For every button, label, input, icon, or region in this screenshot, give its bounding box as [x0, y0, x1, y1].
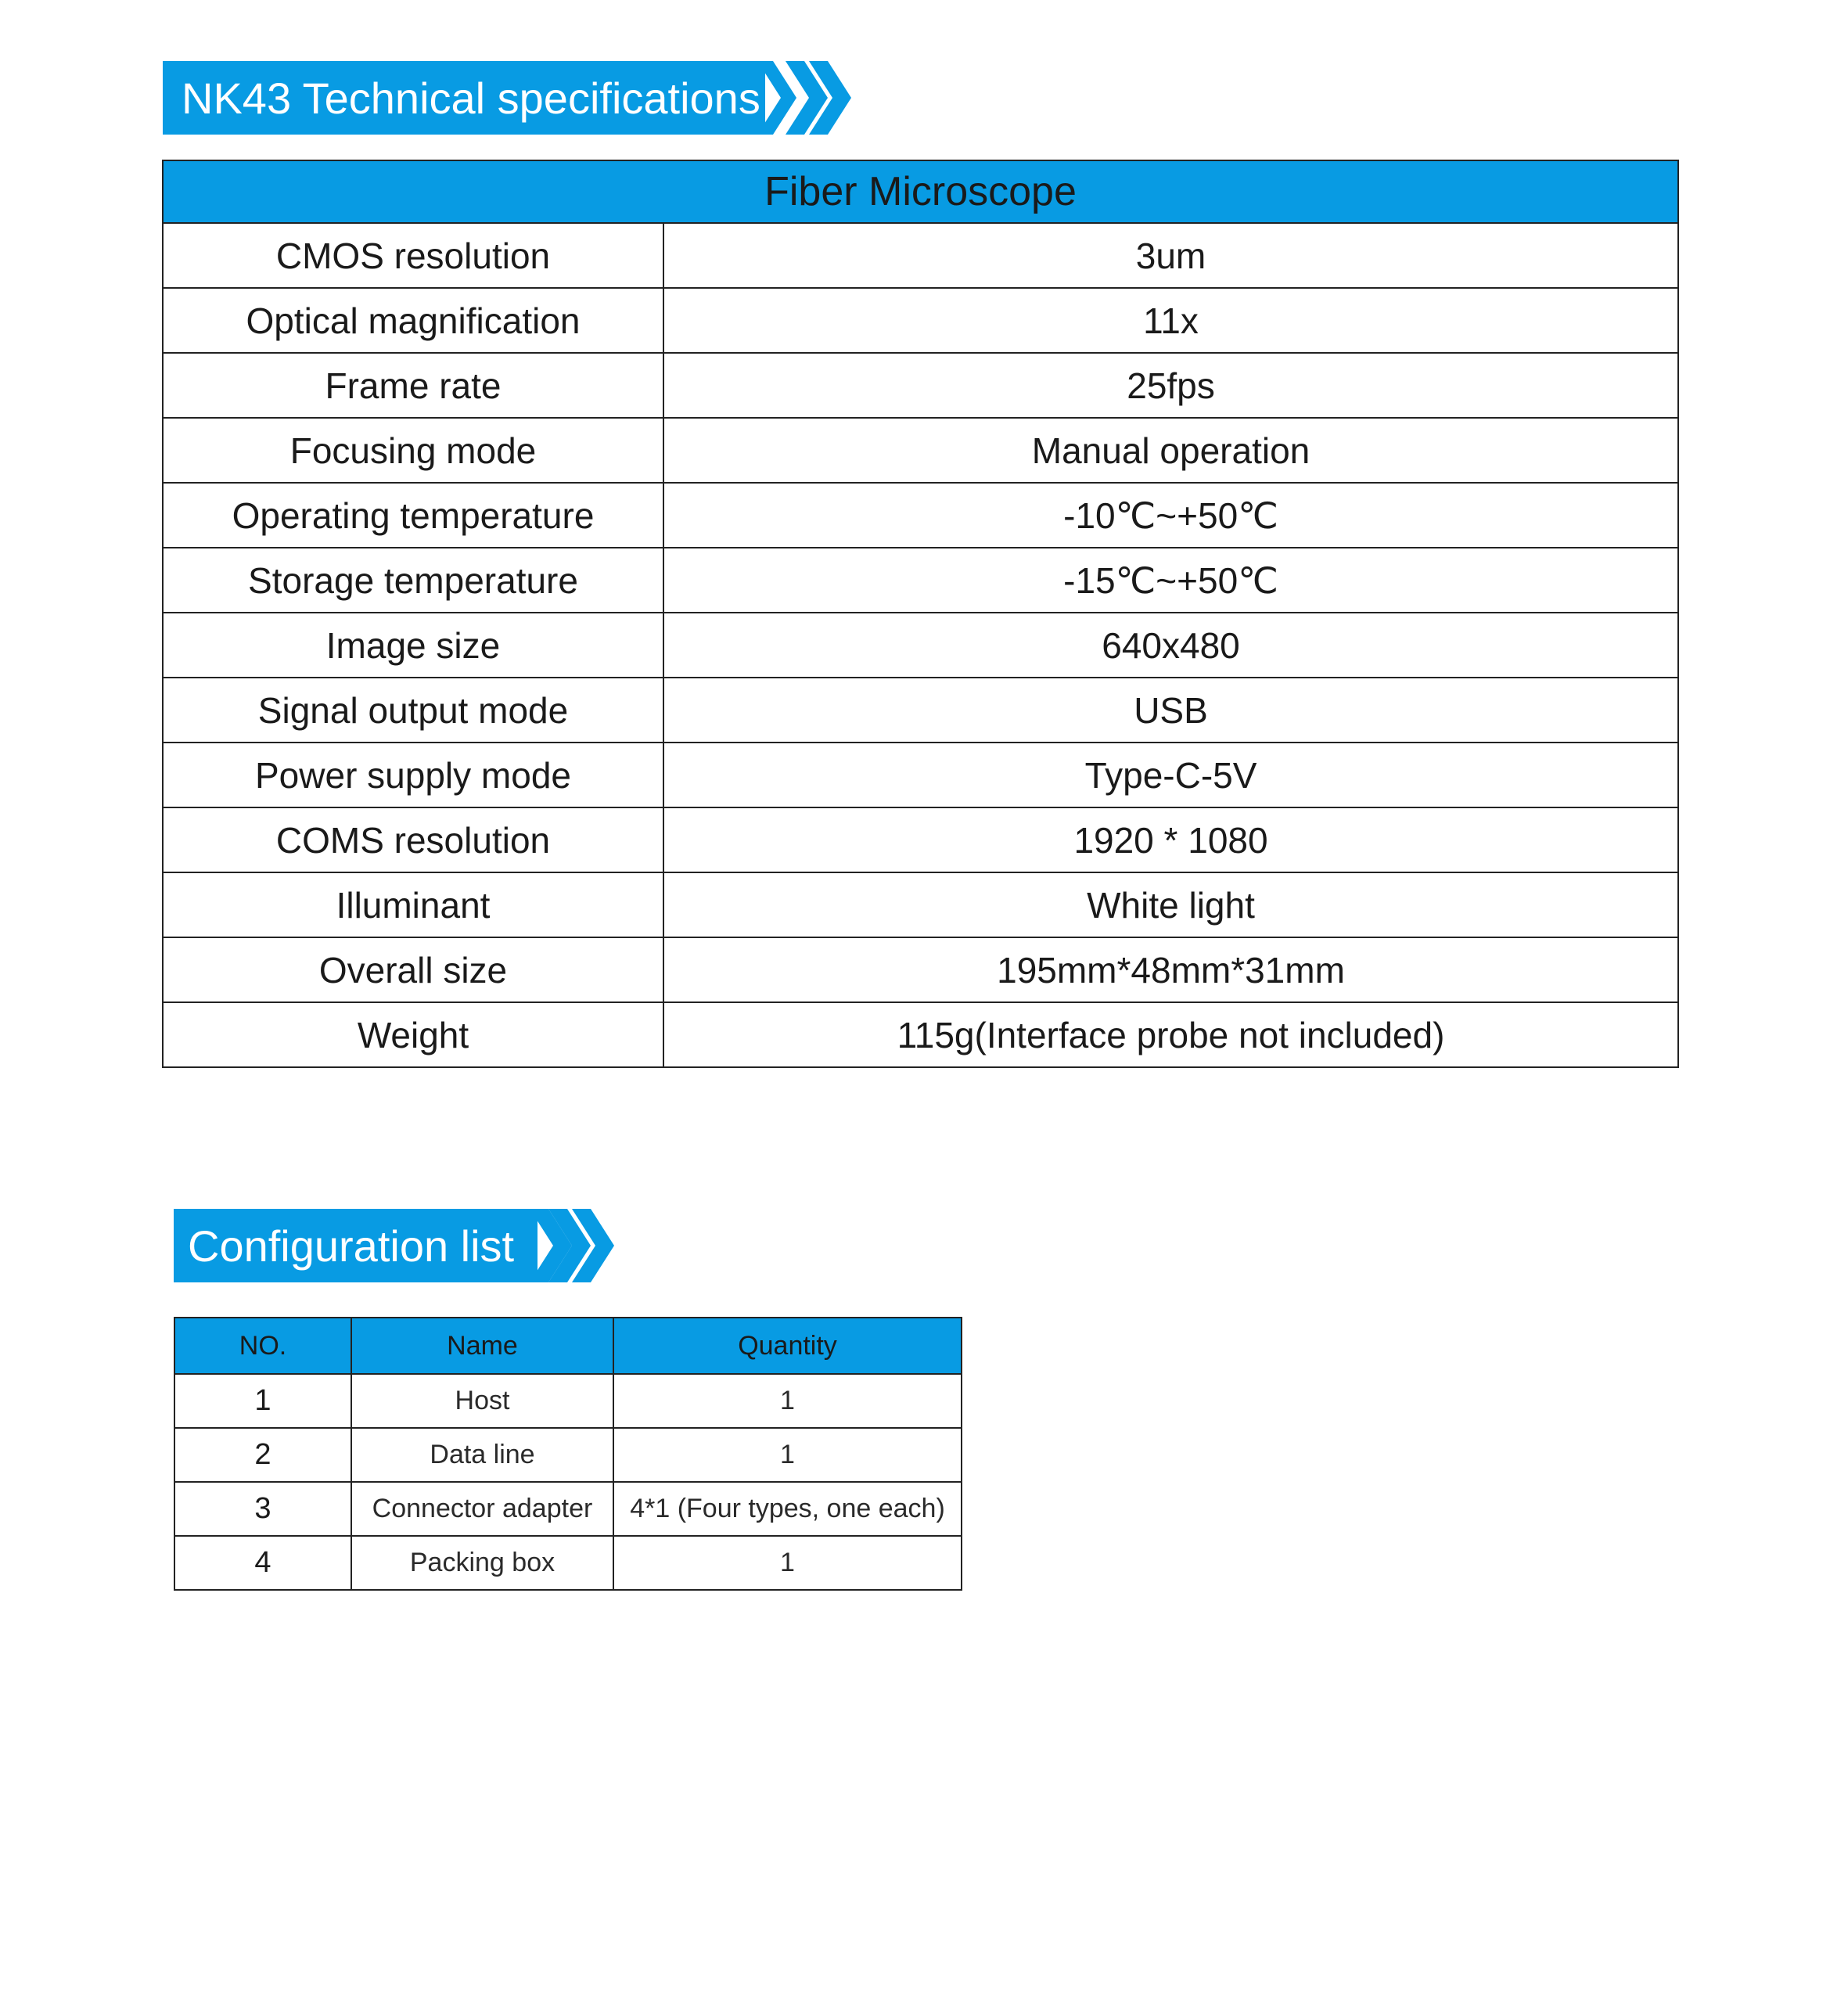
config-row: [174, 1482, 962, 1536]
config-row: [174, 1536, 962, 1590]
config-quantity: 1: [613, 1374, 962, 1428]
spec-row: [163, 483, 1678, 548]
config-no: 1: [174, 1374, 351, 1428]
spec-row: [163, 288, 1678, 353]
spec-row: [163, 678, 1678, 743]
spec-table-header-row: [163, 160, 1678, 223]
spec-row: [163, 613, 1678, 678]
spec-label: Focusing mode: [163, 418, 663, 483]
spec-label: COMS resolution: [163, 807, 663, 872]
spec-label: Illuminant: [163, 872, 663, 937]
spec-label: CMOS resolution: [163, 223, 663, 288]
spec-row: [163, 872, 1678, 937]
config-section-title: Configuration list: [174, 1209, 538, 1282]
spec-value: 3um: [663, 223, 1678, 288]
spec-value: 11x: [663, 288, 1678, 353]
config-quantity: 1: [613, 1536, 962, 1590]
spec-value: -10℃~+50℃: [663, 483, 1678, 548]
config-row: [174, 1428, 962, 1482]
spec-value: USB: [663, 678, 1678, 743]
spec-label: Signal output mode: [163, 678, 663, 743]
config-table-header-row: [174, 1318, 962, 1374]
spec-table-title: Fiber Microscope: [163, 160, 1678, 223]
spec-value: 25fps: [663, 353, 1678, 418]
config-quantity: 4*1 (Four types, one each): [613, 1482, 962, 1536]
config-section-banner: [174, 1209, 624, 1282]
spec-label: Storage temperature: [163, 548, 663, 613]
config-quantity: 1: [613, 1428, 962, 1482]
spec-label: Weight: [163, 1002, 663, 1067]
spec-value: Manual operation: [663, 418, 1678, 483]
spec-row: [163, 353, 1678, 418]
spec-label: Image size: [163, 613, 663, 678]
spec-value: 1920 * 1080: [663, 807, 1678, 872]
spec-row: [163, 807, 1678, 872]
spec-section-title: NK43 Technical specifications: [163, 61, 765, 135]
triple-chevron-right-icon: [538, 1209, 624, 1282]
config-name: Packing box: [351, 1536, 613, 1590]
spec-row: [163, 743, 1678, 807]
config-row: [174, 1374, 962, 1428]
spec-label: Overall size: [163, 937, 663, 1002]
spec-value: -15℃~+50℃: [663, 548, 1678, 613]
config-no: 4: [174, 1536, 351, 1590]
config-header-quantity: Quantity: [613, 1318, 962, 1374]
spec-value: 115g(Interface probe not included): [663, 1002, 1678, 1067]
spec-label: Frame rate: [163, 353, 663, 418]
spec-value: White light: [663, 872, 1678, 937]
spec-label: Power supply mode: [163, 743, 663, 807]
spec-label: Optical magnification: [163, 288, 663, 353]
spec-value: 195mm*48mm*31mm: [663, 937, 1678, 1002]
config-header-no: NO.: [174, 1318, 351, 1374]
config-name: Connector adapter: [351, 1482, 613, 1536]
config-header-name: Name: [351, 1318, 613, 1374]
spec-row: [163, 548, 1678, 613]
config-table: [174, 1317, 962, 1591]
config-no: 2: [174, 1428, 351, 1482]
spec-row: [163, 418, 1678, 483]
spec-section-banner: [163, 61, 859, 135]
spec-table-body: [163, 223, 1678, 1067]
spec-label: Operating temperature: [163, 483, 663, 548]
config-name: Host: [351, 1374, 613, 1428]
spec-table: [162, 160, 1679, 1068]
spec-value: Type-C-5V: [663, 743, 1678, 807]
spec-row: [163, 1002, 1678, 1067]
config-no: 3: [174, 1482, 351, 1536]
spec-row: [163, 937, 1678, 1002]
spec-row: [163, 223, 1678, 288]
spec-value: 640x480: [663, 613, 1678, 678]
config-name: Data line: [351, 1428, 613, 1482]
config-table-body: [174, 1374, 962, 1590]
triple-chevron-right-icon: [765, 61, 859, 135]
